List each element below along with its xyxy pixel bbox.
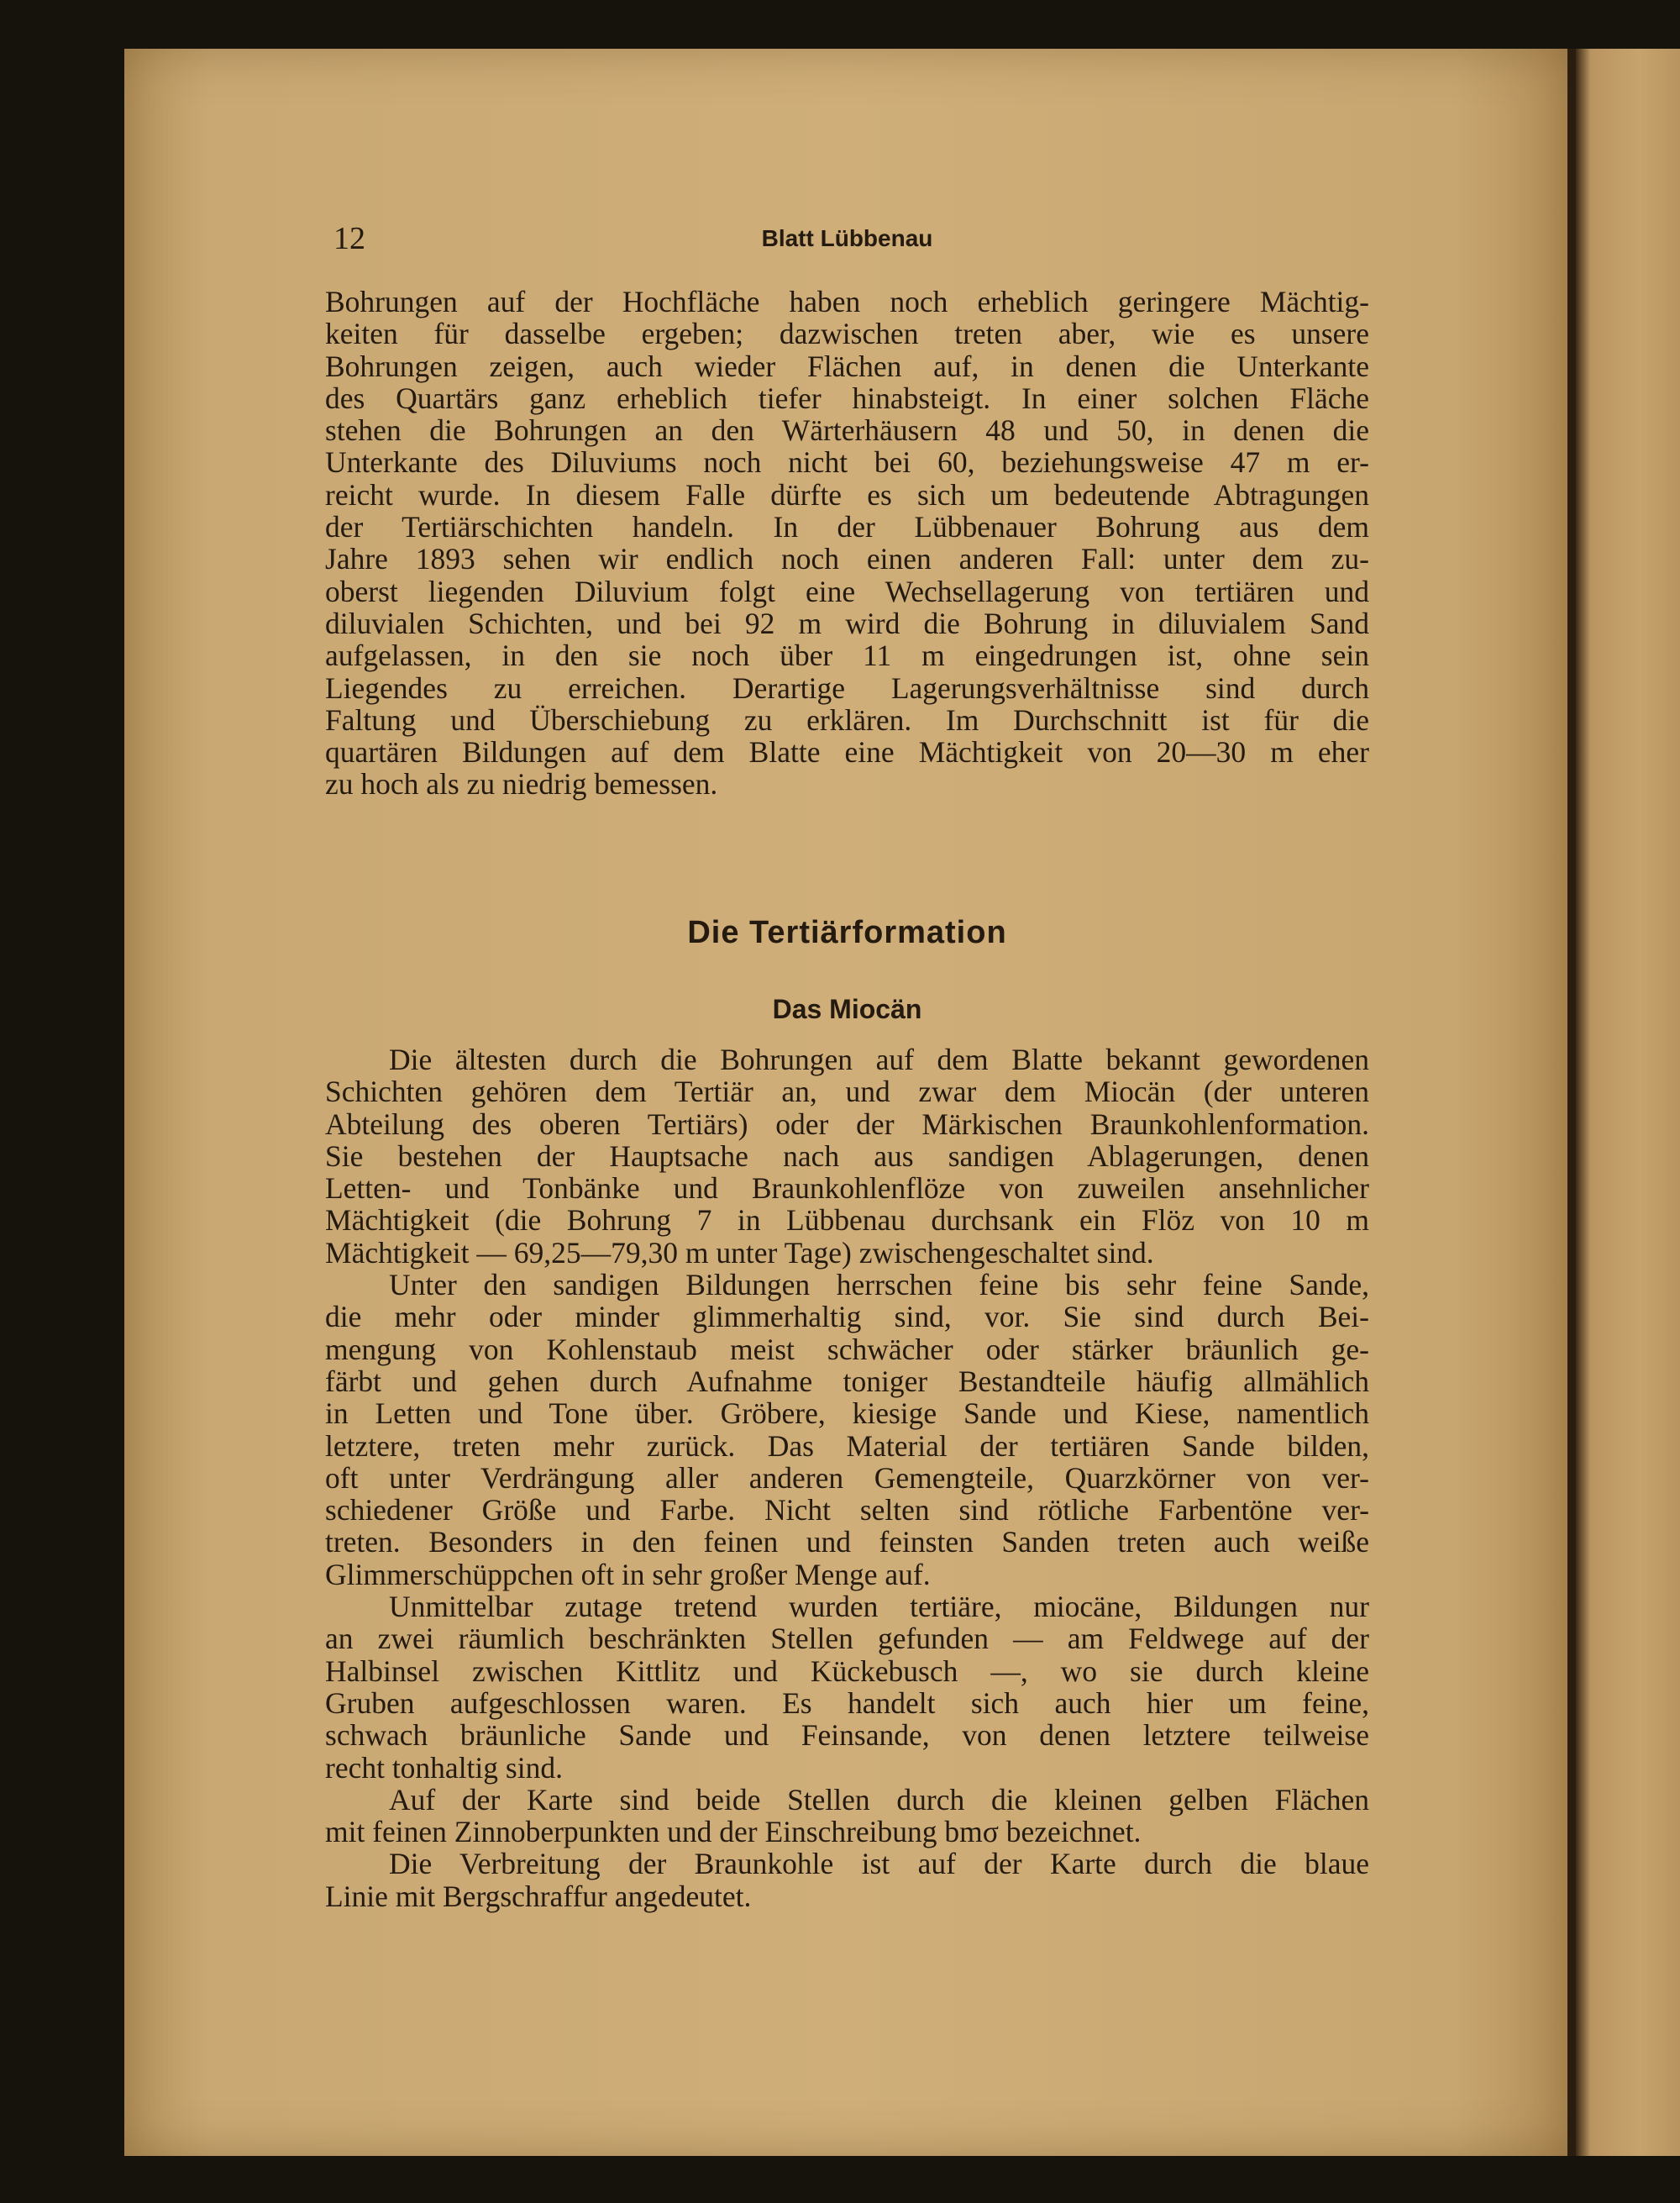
text-line: schiedener Größe und Farbe. Nicht selten sind rötliche Farbentöne ver-: [325, 1493, 1369, 1527]
text-line: stehen die Bohrungen an den Wärterhäusern 48 und 50, in denen die: [325, 413, 1369, 448]
text-line: Unter den sandigen Bildungen herrschen feine bis sehr feine Sande,: [389, 1268, 1369, 1302]
text-line: Auf der Karte sind beide Stellen durch die kleinen gelben Flächen: [389, 1782, 1369, 1817]
text-line: quartären Bildungen auf dem Blatte eine Mächtigkeit von 20—30 m eher: [325, 735, 1369, 770]
text-line: an zwei räumlich beschränkten Stellen gefunden — am Feldwege auf der: [325, 1622, 1369, 1656]
text-line: Gruben aufgeschlossen waren. Es handelt sich auch hier um feine,: [325, 1685, 1369, 1720]
text-line: Linie mit Bergschraffur angedeutet.: [325, 1879, 752, 1913]
text-line: reicht wurde. In diesem Falle dürfte es sich um bedeutende Abtragungen: [325, 477, 1369, 512]
text-line: des Quartärs ganz erheblich tiefer hinabsteigt. In einer solchen Fläche: [325, 381, 1369, 415]
subsection-heading: Das Miocän: [772, 994, 922, 1024]
text-line: aufgelassen, in den sie noch über 11 m eingedrungen ist, ohne sein: [325, 639, 1369, 673]
text-line: der Tertiärschichten handeln. In der Lübbenauer Bohrung aus dem: [325, 510, 1369, 544]
text-line: mit feinen Zinnoberpunkten und der Einschreibung bmσ bezeichnet.: [325, 1815, 1142, 1849]
page-number: 12: [333, 221, 365, 256]
text-line: Jahre 1893 sehen wir endlich noch einen anderen Fall: unter dem zu-: [325, 542, 1369, 576]
text-line: in Letten und Tone über. Gröbere, kiesige Sande und Kiese, namentlich: [325, 1396, 1369, 1431]
text-line: schwach bräunliche Sande und Feinsande, von denen letztere teilweise: [325, 1718, 1369, 1753]
text-line: Bohrungen auf der Hochfläche haben noch erheblich geringere Mächtig-: [325, 285, 1369, 318]
intro-paragraph: [325, 286, 1369, 801]
text-line: mengung von Kohlenstaub meist schwächer oder stärker bräunlich ge-: [325, 1332, 1369, 1366]
text-line: Liegendes zu erreichen. Derartige Lagerungsverhältnisse sind durch: [325, 670, 1369, 705]
text-line: Unterkante des Diluviums noch nicht bei 60, beziehungsweise 47 m er-: [325, 445, 1369, 480]
text-line: Halbinsel zwischen Kittlitz und Kückebusch —, wo sie durch kleine: [325, 1654, 1369, 1688]
text-line: oft unter Verdrängung aller anderen Gemengteile, Quarzkörner von ver-: [325, 1460, 1369, 1495]
text-line: Faltung und Überschiebung zu erklären. Im Durchschnitt ist für die: [325, 702, 1369, 737]
text-line: treten. Besonders in den feinen und feinsten Sanden treten auch weiße: [325, 1525, 1369, 1559]
text-line: letztere, treten mehr zurück. Das Material der tertiären Sande bilden,: [325, 1428, 1369, 1463]
text-line: Mächtigkeit — 69,25—79,30 m unter Tage) zwischengeschaltet sind.: [325, 1235, 1154, 1270]
text-line: die mehr oder minder glimmerhaltig sind, vor. Sie sind durch Bei-: [325, 1300, 1369, 1334]
facing-page-edge: [1576, 49, 1680, 2156]
page-header: [325, 220, 1369, 262]
text-line: Die ältesten durch die Bohrungen auf dem Blatte bekannt gewordenen: [389, 1043, 1369, 1076]
text-line: Sie bestehen der Hauptsache nach aus sandigen Ablagerungen, denen: [325, 1138, 1369, 1173]
text-line: Glimmerschüppchen oft in sehr großer Menge auf.: [325, 1557, 931, 1591]
text-line: diluvialen Schichten, und bei 92 m wird die Bohrung in diluvialem Sand: [325, 606, 1369, 640]
miocene-section: [325, 1044, 1369, 1912]
text-line: Schichten gehören dem Tertiär an, und zwar dem Miocän (der unteren: [325, 1075, 1369, 1109]
text-line: zu hoch als zu niedrig bemessen.: [325, 767, 718, 802]
text-line: keiten für dasselbe ergeben; dazwischen treten aber, wie es unsere: [325, 317, 1369, 351]
section-heading: Die Tertiärformation: [687, 915, 1007, 950]
text-line: Letten- und Tonbänke und Braunkohlenflöze von zuweilen ansehnlicher: [325, 1171, 1369, 1206]
text-line: recht tonhaltig sind.: [325, 1750, 563, 1785]
text-line: Unmittelbar zutage tretend wurden tertiäre, miocäne, Bildungen nur: [389, 1590, 1369, 1624]
text-line: Mächtigkeit (die Bohrung 7 in Lübbenau durchsank ein Flöz von 10 m: [325, 1203, 1369, 1238]
text-line: Bohrungen zeigen, auch wieder Flächen auf, in denen die Unterkante: [325, 349, 1369, 383]
text-line: oberst liegenden Diluvium folgt eine Wechsellagerung von tertiären und: [325, 574, 1369, 608]
text-line: Die Verbreitung der Braunkohle ist auf der Karte durch die blaue: [389, 1847, 1369, 1881]
text-line: Abteilung des oberen Tertiärs) oder der Märkischen Braunkohlenformation.: [325, 1107, 1369, 1141]
running-title: Blatt Lübbenau: [761, 225, 933, 251]
text-line: färbt und gehen durch Aufnahme toniger Bestandteile häufig allmählich: [325, 1364, 1369, 1398]
